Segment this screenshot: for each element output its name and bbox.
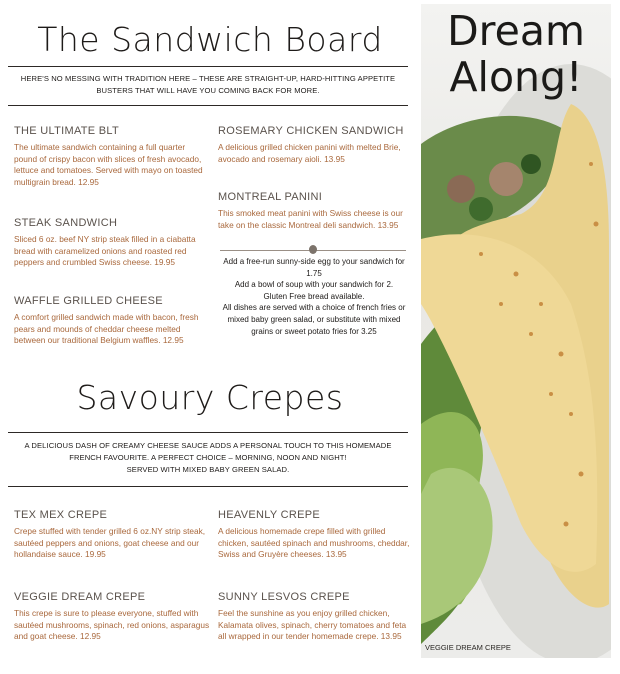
photo-caption: VEGGIE DREAM CREPE <box>425 643 511 652</box>
headline-line: Dream <box>447 7 585 55</box>
menu-item-name: MONTREAL PANINI <box>218 191 323 203</box>
menu-item <box>14 591 210 643</box>
crepe-illustration <box>421 4 611 658</box>
sandwich-board-intro: HERE'S NO MESSING WITH TRADITION HERE – THESE ARE STRAIGHT-UP, HARD-HITTING APPETITE BUSTERS THAT WILL HAVE YOU COMING BACK FOR MORE. <box>20 74 396 95</box>
menu-item-name: SUNNY LESVOS CREPE <box>218 591 350 603</box>
menu-item-name: THE ULTIMATE BLT <box>14 125 120 137</box>
menu-item-name: VEGGIE DREAM CREPE <box>14 591 146 603</box>
crepe-photo <box>421 4 611 658</box>
menu-item-description: Sliced 6 oz. beef NY strip steak filled in a ciabatta bread with caramelized onions and roasted red peppers and crumbled Swiss cheese. 19.95 <box>14 234 196 268</box>
menu-item <box>218 191 414 231</box>
menu-item-description: This crepe is sure to please everyone, stuffed with sautéed mushrooms, spinach, red onions, asparagus and goat cheese. 12.95 <box>14 608 210 642</box>
menu-item-name: TEX MEX CREPE <box>14 509 108 521</box>
menu-item-description: A delicious grilled chicken panini with melted Brie, avocado and rosemary aioli. 13.95 <box>218 142 401 164</box>
menu-item-description: Crepe stuffed with tender grilled 6 oz.NY strip steak, sautéed peppers and onions, goat cheese and our hollandaise sauce. 19.95 <box>14 526 206 560</box>
menu-item <box>14 217 210 269</box>
menu-item-description: A delicious homemade crepe filled with grilled chicken, sautéed spinach and mushrooms, cheddar, Swiss and Gruyère cheeses. 13.95 <box>218 526 410 560</box>
crepes-intro-line: SERVED WITH MIXED BABY GREEN SALAD. <box>126 465 290 474</box>
menu-item-description: Feel the sunshine as you enjoy grilled chicken, Kalamata olives, spinach, cherry tomatoes and feta all wrapped in our tender homemade crepe. 13.95 <box>218 608 407 642</box>
menu-item <box>14 509 210 561</box>
leaf-ornament-icon <box>309 245 317 254</box>
menu-item-name: WAFFLE GRILLED CHEESE <box>14 295 163 307</box>
menu-item <box>218 125 414 165</box>
menu-item-description: The ultimate sandwich containing a full quarter pound of crispy bacon with slices of fresh avocado, lettuce and tomatoes. Served with mayo on toasted multigrain bread. 12.95 <box>14 142 203 187</box>
divider <box>8 105 408 106</box>
crepes-intro-line: A DELICIOUS DASH OF CREAMY CHEESE SAUCE ADDS A PERSONAL TOUCH TO THIS HOMEMADE FRENCH FAVOURITE. A PERFECT CHOICE – MORNING, NOON AND NIGHT! <box>24 441 392 462</box>
crepes-title: Savoury Crepes <box>76 378 344 417</box>
menu-item-name: ROSEMARY CHICKEN SANDWICH <box>218 125 404 137</box>
menu-item-name: STEAK SANDWICH <box>14 217 118 229</box>
divider <box>8 432 408 433</box>
sandwich-extras <box>220 256 408 337</box>
extras-line: Add a bowl of soup with your sandwich for 2. <box>234 280 394 290</box>
extras-line: Add a free-run sunny-side egg to your sandwich for 1.75 <box>223 257 405 278</box>
menu-item-name: HEAVENLY CREPE <box>218 509 321 521</box>
crepes-intro <box>10 440 406 476</box>
menu-item <box>218 591 414 643</box>
sandwich-board-title: The Sandwich Board <box>37 20 383 59</box>
menu-item <box>14 125 210 188</box>
headline-line: Along! <box>449 53 583 101</box>
divider <box>8 486 408 487</box>
menu-item <box>218 509 414 561</box>
extras-line: All dishes are served with a choice of french fries or mixed baby green salad, or substitute with mixed grains or sweet potato fries for 3.25 <box>222 303 406 336</box>
headline <box>421 8 611 100</box>
extras-line: Gluten Free bread available. <box>263 291 365 301</box>
menu-item-description: This smoked meat panini with Swiss cheese is our take on the classic Montreal deli sandwich. 13.95 <box>218 208 403 230</box>
divider <box>8 66 408 67</box>
menu-item <box>14 295 210 347</box>
menu-item-description: A comfort grilled sandwich made with bacon, fresh pears and mounds of cheddar cheese melted between our traditional Belgium waffles. 12.95 <box>14 312 199 346</box>
